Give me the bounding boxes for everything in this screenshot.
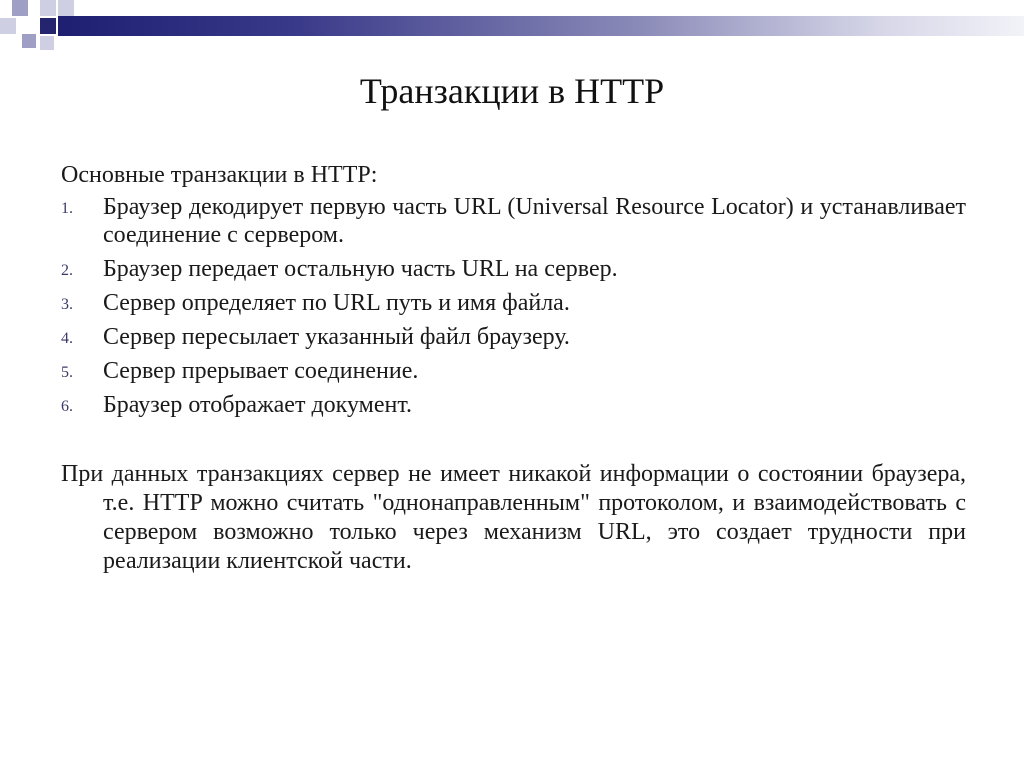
list-item [61, 289, 966, 317]
list-item-number: 4. [61, 330, 73, 347]
decor-square [58, 0, 74, 16]
list-item-number: 1. [61, 200, 73, 217]
list-item-number: 3. [61, 296, 73, 313]
list-item-number: 5. [61, 364, 73, 381]
decor-square [40, 36, 54, 50]
list-item-text: Сервер прерывает соединение. [103, 358, 419, 384]
list-item-text: Сервер определяет по URL путь и имя файла. [103, 290, 570, 316]
list-item [61, 357, 966, 385]
list-item-number: 2. [61, 262, 73, 279]
steps-list [61, 193, 966, 425]
list-item [61, 323, 966, 351]
header-gradient-bar [58, 16, 1024, 36]
list-item-number: 6. [61, 398, 73, 415]
decor-square [0, 18, 16, 34]
list-item-text: Браузер отображает документ. [103, 392, 413, 418]
list-item [61, 391, 966, 419]
list-item-text: Браузер передает остальную часть URL на сервер. [103, 256, 618, 282]
list-item-text: Сервер пересылает указанный файл браузеру. [103, 324, 570, 350]
intro-text: Основные транзакции в HTTP: [61, 162, 378, 188]
decor-square [12, 0, 28, 16]
slide-title: Транзакции в HTTP [359, 71, 665, 111]
decor-square [22, 34, 36, 48]
list-item-text: Браузер декодирует первую часть URL (Universal Resource Locator) и устанавливает соединение с сервером. [103, 194, 966, 248]
list-item [61, 193, 966, 249]
summary-paragraph: При данных транзакциях сервер не имеет никакой информации о состоянии браузера, т.е. HTTP можно считать "однонаправленным" протоколом, и взаимодействовать с сервером возможно только через механизм URL, это создает трудности при реализации клиентской части. [61, 461, 966, 574]
list-item [61, 255, 966, 283]
decor-square [40, 18, 56, 34]
decor-square [40, 0, 56, 16]
